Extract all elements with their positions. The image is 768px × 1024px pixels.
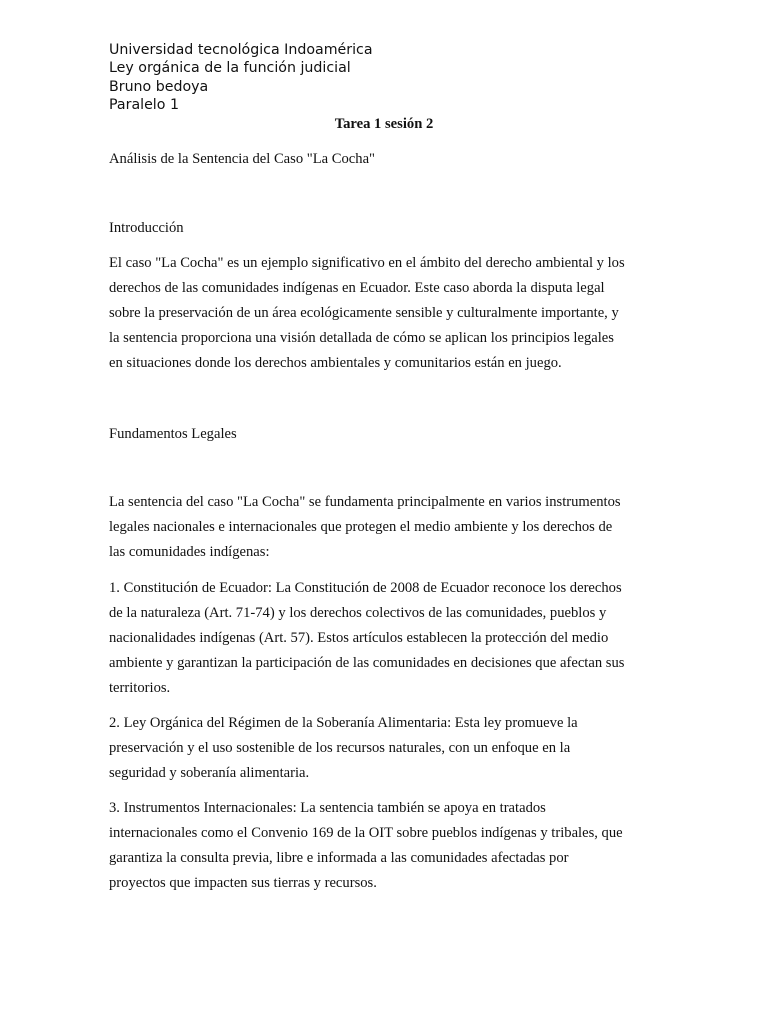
paragraph-line: 2. Ley Orgánica del Régimen de la Soberanía Alimentaria: Esta ley promueve la bbox=[109, 715, 578, 731]
paragraph-line: La sentencia del caso "La Cocha" se fundamenta principalmente en varios instrumentos bbox=[109, 494, 621, 510]
paragraph-line: de la naturaleza (Art. 71-74) y los derechos colectivos de las comunidades, pueblos y bbox=[109, 605, 607, 621]
paragraph-line: legales nacionales e internacionales que protegen el medio ambiente y los derechos de bbox=[109, 519, 613, 535]
paragraph-line: garantiza la consulta previa, libre e informada a las comunidades afectadas por bbox=[109, 850, 569, 866]
paragraph-line: nacionalidades indígenas (Art. 57). Estos artículos establecen la protección del medio bbox=[109, 630, 609, 646]
paragraph-line: 1. Constitución de Ecuador: La Constitución de 2008 de Ecuador reconoce los derechos bbox=[109, 580, 622, 596]
document-title: Tarea 1 sesión 2 bbox=[334, 116, 434, 132]
document-subtitle: Análisis de la Sentencia del Caso "La Cocha" bbox=[109, 151, 376, 167]
paragraph-line: las comunidades indígenas: bbox=[109, 544, 270, 560]
author-name: Bruno bedoya bbox=[109, 78, 209, 95]
paragraph-line: territorios. bbox=[109, 680, 171, 696]
paragraph-line: proyectos que impacten sus tierras y recursos. bbox=[109, 875, 377, 891]
paragraph-line: ambiente y garantizan la participación de las comunidades en decisiones que afectan sus bbox=[109, 655, 625, 671]
paragraph-line: la sentencia proporciona una visión detallada de cómo se aplican los principios legales bbox=[109, 330, 614, 346]
subject-name: Ley orgánica de la función judicial bbox=[109, 60, 351, 77]
paragraph-line: seguridad y soberanía alimentaria. bbox=[109, 765, 310, 781]
paragraph-line: en situaciones donde los derechos ambientales y comunitarios están en juego. bbox=[109, 355, 562, 371]
university-name: Universidad tecnológica Indoamérica bbox=[109, 42, 373, 58]
paragraph-line: sobre la preservación de un área ecológicamente sensible y culturalmente importante, y bbox=[109, 305, 619, 321]
group-name: Paralelo 1 bbox=[109, 97, 179, 114]
paragraph-line: El caso "La Cocha" es un ejemplo significativo en el ámbito del derecho ambiental y los bbox=[109, 255, 625, 271]
intro-heading: Introducción bbox=[109, 220, 184, 236]
paragraph-line: internacionales como el Convenio 169 de la OIT sobre pueblos indígenas y tribales, que bbox=[109, 825, 623, 841]
paragraph-line: derechos de las comunidades indígenas en Ecuador. Este caso aborda la disputa legal bbox=[109, 280, 605, 296]
fundamentos-heading: Fundamentos Legales bbox=[109, 426, 237, 442]
paragraph-line: preservación y el uso sostenible de los recursos naturales, con un enfoque en la bbox=[109, 740, 571, 756]
paragraph-line: 3. Instrumentos Internacionales: La sentencia también se apoya en tratados bbox=[109, 800, 546, 816]
document-header bbox=[109, 41, 373, 115]
